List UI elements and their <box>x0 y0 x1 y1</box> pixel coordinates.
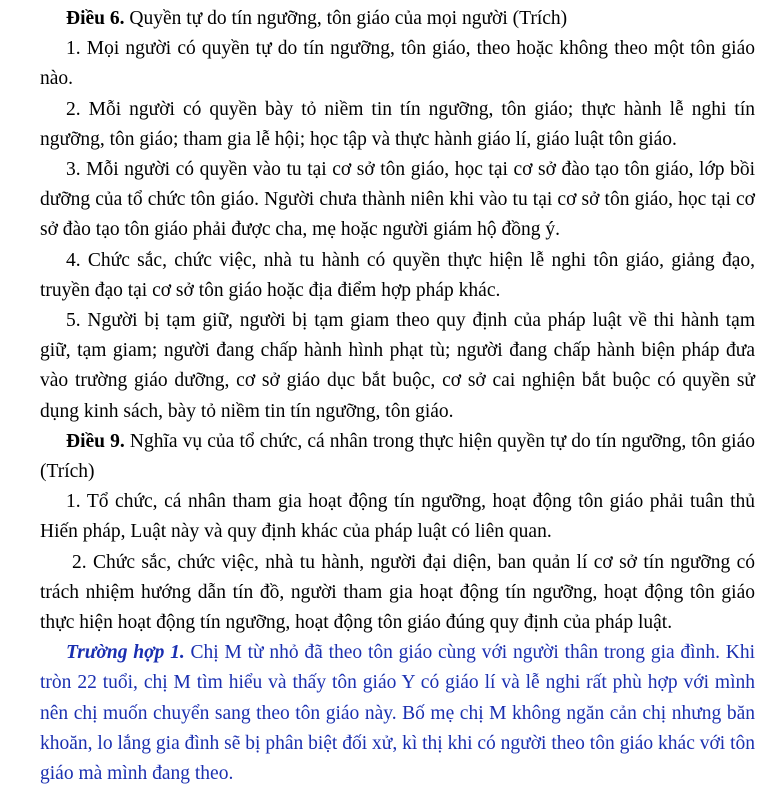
article-9-title: Nghĩa vụ của tổ chức, cá nhân trong thực hiện quyền tự do tín ngưỡng, tôn giáo (Trích) <box>40 430 756 483</box>
case-study-1 <box>40 638 755 789</box>
article-6-heading <box>40 4 755 34</box>
article-6-clause-3: 3. Mỗi người có quyền vào tu tại cơ sở tôn giáo, học tại cơ sở đào tạo tôn giáo, lớp bồi dưỡng của tổ chức tôn giáo. Người chưa thành niên khi vào tu tại cơ sở tôn giáo, học tại cơ sở đào tạo tôn giáo phải được cha, mẹ hoặc người giám hộ đồng ý. <box>40 159 755 241</box>
article-6-clause-1: 1. Mọi người có quyền tự do tín ngưỡng, tôn giáo, theo hoặc không theo một tôn giáo nào. <box>40 38 755 90</box>
article-6-clause-5: 5. Người bị tạm giữ, người bị tạm giam theo quy định của pháp luật về thi hành tạm giữ, tạm giam; người đang chấp hành hình phạt tù; người đang chấp hành biện pháp đưa vào trường giáo dưỡng, cơ sở giáo dục bắt buộc, cơ sở cai nghiện bắt buộc có quyền sử dụng kinh sách, bày tỏ niềm tin tín ngưỡng, tôn giáo. <box>40 310 755 422</box>
article-9-clause-2: 2. Chức sắc, chức việc, nhà tu hành, người đại diện, ban quản lí cơ sở tín ngưỡng có trách nhiệm hướng dẫn tín đồ, người tham gia hoạt động tín ngưỡng, hoạt động tôn giáo thực hiện hoạt động tín ngưỡng, hoạt động tôn giáo đúng quy định của pháp luật. <box>40 551 755 634</box>
article-6-clause-2: 2. Mỗi người có quyền bày tỏ niềm tin tín ngưỡng, tôn giáo; thực hành lễ nghi tín ngưỡng, tôn giáo; tham gia lễ hội; học tập và thực hành giáo lí, giáo luật tôn giáo. <box>40 98 755 150</box>
case-study-1-label: Trường hợp 1. <box>66 642 185 664</box>
article-6-title: Quyền tự do tín ngưỡng, tôn giáo của mọi người (Trích) <box>124 8 568 29</box>
article-6-clause-4: 4. Chức sắc, chức việc, nhà tu hành có quyền thực hiện lễ nghi tôn giáo, giảng đạo, truyền đạo tại cơ sở tôn giáo hoặc địa điểm hợp pháp khác. <box>40 249 755 301</box>
article-6-label: Điều 6. <box>66 8 125 29</box>
article-9-clause-1: 1. Tổ chức, cá nhân tham gia hoạt động tín ngưỡng, hoạt động tôn giáo phải tuân thủ Hiến pháp, Luật này và quy định khác của pháp luật có liên quan. <box>40 491 755 543</box>
article-9-heading <box>40 427 755 487</box>
article-9-label: Điều 9. <box>66 430 125 452</box>
case-study-1-text: Chị M từ nhỏ đã theo tôn giáo cùng với người thân trong gia đình. Khi tròn 22 tuổi, chị M tìm hiểu và thấy tôn giáo Y có giáo lí và lễ nghi rất phù hợp với mình nên chị muốn chuyển sang theo tôn giáo này. Bố mẹ chị M không ngăn cản chị nhưng băn khoăn, lo lắng gia đình sẽ bị phân biệt đối xử, kì thị khi có người theo tôn giáo khác với tôn giáo mà mình đang theo. <box>40 642 756 785</box>
